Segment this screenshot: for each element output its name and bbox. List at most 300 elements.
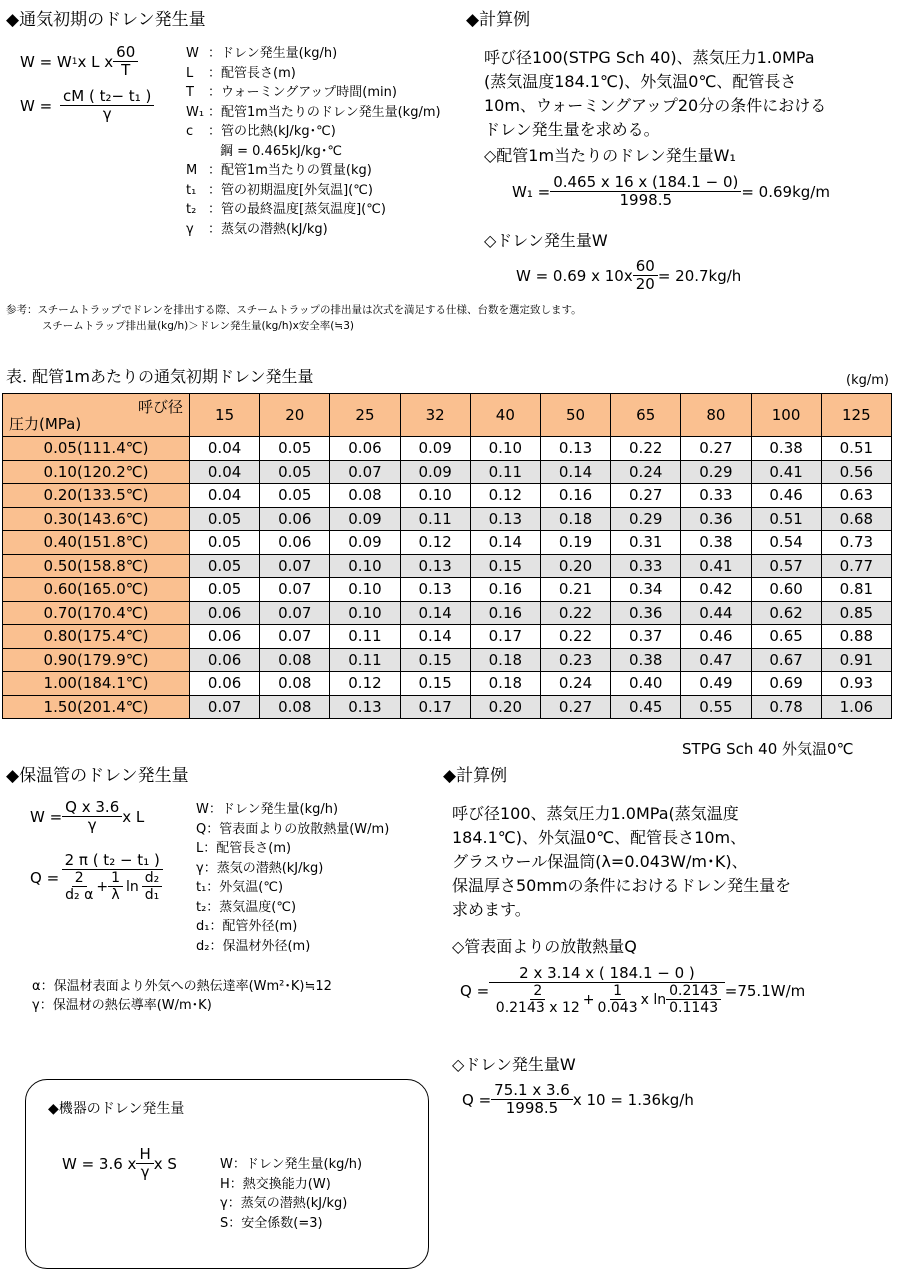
column-header: 25 [330, 394, 400, 437]
column-header: 100 [751, 394, 821, 437]
formula-text: Q = [462, 1090, 492, 1109]
table-cell: 0.12 [330, 672, 400, 696]
definition-line [186, 181, 441, 201]
definition-line [186, 44, 441, 64]
definition-line: S：安全係数(=3) [220, 1215, 323, 1231]
fraction-denominator: 1998.5 [619, 191, 673, 210]
table-cell: 0.13 [400, 578, 470, 602]
definition-text: ：配管長さ(m) [208, 65, 296, 81]
table-cell: 0.46 [681, 625, 751, 649]
table-cell: 0.65 [751, 625, 821, 649]
table-corner-cell [3, 394, 190, 437]
definition-line: Q：管表面よりの放散熱量(W/m) [196, 821, 390, 837]
table-cell: 0.04 [190, 460, 260, 484]
example-line: 呼び径100、蒸気圧力1.0MPa(蒸気温度 [452, 804, 739, 823]
table-cell: 0.36 [681, 507, 751, 531]
table-cell: 0.06 [260, 507, 330, 531]
column-header: 80 [681, 394, 751, 437]
fraction-denominator: 20 [635, 275, 655, 294]
definition-text: ：配管1m当たりのドレン発生量(kg/m) [208, 104, 441, 120]
definition-line: d₂：保温材外径(m) [196, 938, 311, 954]
table-cell: 0.33 [611, 554, 681, 578]
table-row [3, 695, 892, 719]
formula-text: W = W [20, 52, 72, 71]
table-cell: 0.63 [821, 484, 891, 508]
fraction-denominator: 0.1143 [669, 1000, 719, 1017]
corner-label-pressure: 圧力(MPa) [9, 415, 82, 433]
table-cell: 0.69 [751, 672, 821, 696]
formula-text: W = 0.69 x 10x [516, 266, 633, 285]
formula-result: =75.1W/m [724, 981, 806, 1000]
formula-text: Q = [460, 981, 490, 1000]
table-cell: 0.06 [190, 672, 260, 696]
table-cell: 0.11 [400, 507, 470, 531]
table-cell: 0.67 [751, 648, 821, 672]
definition-line [186, 161, 441, 181]
row-header-pressure: 1.50(201.4℃) [3, 695, 190, 719]
formula-w1 [20, 88, 162, 124]
formula-text: + [582, 991, 595, 1008]
fraction-numerator: Q x 3.6 [62, 799, 122, 817]
example-description [452, 802, 791, 922]
table-cell: 0.85 [821, 601, 891, 625]
definition-line [186, 64, 441, 84]
table-cell: 0.33 [681, 484, 751, 508]
table-cell: 0.08 [260, 695, 330, 719]
example-line: ドレン発生量を求める。 [484, 120, 660, 139]
table-cell: 0.05 [260, 484, 330, 508]
table-cell: 0.24 [540, 672, 610, 696]
corner-label-diameter: 呼び径 [137, 398, 183, 416]
formula-result: x 10 = 1.36kg/h [572, 1090, 694, 1109]
table-cell: 0.17 [400, 695, 470, 719]
table-cell: 0.54 [751, 531, 821, 555]
fraction-denominator: λ [111, 887, 120, 904]
definition-text: ：管の最終温度[蒸気温度](℃) [208, 202, 386, 217]
column-header: 20 [260, 394, 330, 437]
column-header: 50 [540, 394, 610, 437]
example-title: ◆計算例 [443, 766, 508, 786]
table-cell: 0.21 [540, 578, 610, 602]
section-title-initial-drain: ◆通気初期のドレン発生量 [6, 10, 206, 30]
table-cell: 0.15 [400, 672, 470, 696]
table-cell: 0.51 [821, 437, 891, 461]
definition-text: ：蒸気の潜熱(kJ/kg) [208, 221, 328, 237]
fraction-denominator: 0.2143 x 12 [495, 1000, 580, 1017]
fraction-numerator: 60 [633, 258, 658, 276]
example-subheading: ◇配管1m当たりのドレン発生量W₁ [484, 146, 736, 165]
table-cell: 0.81 [821, 578, 891, 602]
formula-example-q [460, 965, 805, 1016]
fraction-numerator: 1 [108, 870, 123, 887]
row-header-pressure: 0.30(143.6℃) [3, 507, 190, 531]
table-cell: 0.06 [260, 531, 330, 555]
fraction-denominator: γ [140, 1163, 150, 1182]
table-cell: 0.14 [540, 460, 610, 484]
table-cell: 0.12 [470, 484, 540, 508]
definition-text: ：ドレン発生量(kg/h) [208, 46, 338, 61]
example-line: 184.1℃)、外気温0℃、配管長さ10m、 [452, 828, 747, 847]
table-cell: 0.16 [470, 578, 540, 602]
table-footnote: STPG Sch 40 外気温0℃ [682, 740, 854, 758]
symbol-definitions [220, 1155, 362, 1233]
example-subheading: ◇ドレン発生量W [484, 231, 608, 250]
fraction-denominator [490, 983, 724, 1016]
table-cell: 0.38 [751, 437, 821, 461]
fraction [666, 983, 721, 1016]
table-cell: 0.11 [470, 460, 540, 484]
table-row [3, 437, 892, 461]
row-header-pressure: 0.05(111.4℃) [3, 437, 190, 461]
definition-symbol: L [186, 65, 194, 81]
table-row [3, 601, 892, 625]
symbol-definitions [186, 44, 441, 239]
formula-subscript: 1 [71, 56, 78, 67]
column-header: 32 [400, 394, 470, 437]
definition-symbol: c [186, 124, 194, 139]
row-header-pressure: 0.70(170.4℃) [3, 601, 190, 625]
definition-line: W：ドレン発生量(kg/h) [220, 1157, 363, 1172]
fraction-numerator: cM ( t₂− t₁ ) [60, 88, 154, 106]
definition-symbol: W₁ [186, 104, 205, 120]
table-cell: 0.18 [540, 507, 610, 531]
table-cell: 0.29 [611, 507, 681, 531]
table-cell: 0.44 [681, 601, 751, 625]
table-cell: 0.09 [400, 437, 470, 461]
fraction [142, 870, 163, 903]
definition-symbol: T [186, 85, 194, 100]
table-unit: (kg/m) [846, 373, 889, 388]
table-cell: 0.04 [190, 437, 260, 461]
row-header-pressure: 0.90(179.9℃) [3, 648, 190, 672]
table-cell: 0.45 [611, 695, 681, 719]
table-cell: 0.07 [260, 554, 330, 578]
table-cell: 0.07 [260, 578, 330, 602]
table-cell: 0.91 [821, 648, 891, 672]
formula-text: x L x [77, 52, 114, 71]
table-cell: 0.19 [540, 531, 610, 555]
table-row [3, 648, 892, 672]
table-cell: 1.06 [821, 695, 891, 719]
table-cell: 0.37 [611, 625, 681, 649]
example-subheading: ◇管表面よりの放散熱量Q [452, 937, 637, 956]
fraction-denominator: 1998.5 [505, 1099, 559, 1118]
fraction [550, 174, 741, 210]
section-title-insulated-drain: ◆保温管のドレン発生量 [6, 766, 189, 786]
definition-text: ：配管1m当たりの質量(kg) [208, 163, 372, 178]
table-row [3, 672, 892, 696]
table-cell: 0.10 [330, 578, 400, 602]
fraction-denominator: d₁ [144, 887, 160, 904]
table-header-row [3, 394, 892, 437]
definition-symbol: W [186, 46, 199, 61]
fraction-denominator: T [121, 61, 131, 80]
definition-text: ：管の比熱(kJ/kg･℃) [208, 124, 336, 139]
formula-text: x S [153, 1154, 177, 1173]
table-cell: 0.13 [470, 507, 540, 531]
lambda-note: γ：保温材の熱伝導率(W/m･K) [32, 998, 212, 1013]
table-cell: 0.24 [611, 460, 681, 484]
table-row [3, 531, 892, 555]
table-cell: 0.20 [540, 554, 610, 578]
fraction-denominator: γ [102, 105, 112, 124]
example-line: グラスウール保温筒(λ=0.043W/m･K)、 [452, 852, 748, 871]
table-cell: 0.57 [751, 554, 821, 578]
formula-text: W₁ = [512, 182, 551, 201]
definition-line: H：熱交換能力(W) [220, 1176, 331, 1192]
table-cell: 0.22 [540, 601, 610, 625]
fraction-numerator: H [136, 1146, 153, 1164]
table-cell: 0.14 [470, 531, 540, 555]
table-cell: 0.14 [400, 601, 470, 625]
table-cell: 0.12 [400, 531, 470, 555]
table-cell: 0.06 [330, 437, 400, 461]
table-cell: 0.05 [190, 578, 260, 602]
formula-text: Q = [30, 868, 60, 887]
fraction-numerator: 2 [72, 870, 87, 887]
example-description [484, 46, 826, 142]
definition-line [186, 83, 441, 103]
example-line: 呼び径100(STPG Sch 40)、蒸気圧力1.0MPa [484, 48, 815, 67]
fraction-numerator: 2 x 3.14 x ( 184.1 − 0 ) [489, 965, 725, 983]
table-cell: 0.05 [190, 507, 260, 531]
fraction-numerator: 2 π ( t₂ − t₁ ) [62, 852, 163, 870]
table-cell: 0.05 [190, 531, 260, 555]
definition-line [186, 122, 441, 142]
table-cell: 0.41 [681, 554, 751, 578]
example-subheading: ◇ドレン発生量W [452, 1055, 576, 1074]
definition-line [186, 103, 441, 123]
table-cell: 0.18 [470, 672, 540, 696]
formula-example-w1 [512, 174, 830, 210]
fraction [493, 983, 583, 1016]
fraction [113, 44, 138, 80]
example-line: 保温厚さ50mmの条件におけるドレン発生量を [452, 876, 792, 895]
example-line: 求めます。 [452, 900, 531, 919]
fraction-numerator: 0.2143 [666, 983, 721, 1000]
table-cell: 0.77 [821, 554, 891, 578]
table-cell: 0.05 [260, 460, 330, 484]
fraction [633, 258, 658, 294]
table-cell: 0.46 [751, 484, 821, 508]
definition-symbol: M [186, 163, 198, 178]
table-cell: 0.68 [821, 507, 891, 531]
formula-text: W = [30, 807, 63, 826]
table-cell: 0.27 [681, 437, 751, 461]
fraction [595, 983, 641, 1016]
definition-line: γ：蒸気の潜熱(kJ/kg) [220, 1196, 348, 1211]
table-cell: 0.10 [400, 484, 470, 508]
definition-line [186, 142, 441, 162]
table-cell: 0.38 [611, 648, 681, 672]
table-cell: 0.47 [681, 648, 751, 672]
definition-line: d₁：配管外径(m) [196, 919, 298, 934]
table-row [3, 625, 892, 649]
formula-example-w [516, 258, 741, 294]
formula-result: = 20.7kg/h [657, 266, 742, 285]
definition-line: L：配管長さ(m) [196, 841, 292, 856]
example-line: 10m、ウォーミングアップ20分の条件における [484, 96, 827, 115]
formula-w-initial [20, 44, 138, 80]
formula-example-w2 [462, 1082, 694, 1118]
table-title: 表. 配管1mあたりの通気初期ドレン発生量 [6, 367, 314, 386]
formula-text: ln [126, 878, 139, 895]
definition-line: t₂：蒸気温度(℃) [196, 899, 297, 915]
table-cell: 0.18 [470, 648, 540, 672]
definition-text: ：ウォーミングアップ時間(min) [208, 85, 397, 100]
formula-q-insulated [30, 852, 165, 903]
row-header-pressure: 0.80(175.4℃) [3, 625, 190, 649]
formula-text: + [96, 878, 109, 895]
table-cell: 0.08 [260, 648, 330, 672]
row-header-pressure: 1.00(184.1℃) [3, 672, 190, 696]
definition-symbol: γ [186, 221, 194, 237]
row-header-pressure: 0.50(158.8℃) [3, 554, 190, 578]
table-cell: 0.27 [611, 484, 681, 508]
table-cell: 0.09 [400, 460, 470, 484]
column-header: 40 [470, 394, 540, 437]
table-cell: 0.07 [330, 460, 400, 484]
column-header: 65 [611, 394, 681, 437]
example-title: ◆計算例 [466, 10, 531, 30]
table-cell: 0.49 [681, 672, 751, 696]
table-cell: 0.06 [190, 648, 260, 672]
fraction [108, 870, 123, 903]
column-header: 15 [190, 394, 260, 437]
table-cell: 0.11 [330, 648, 400, 672]
formula-result: = 0.69kg/m [741, 182, 830, 201]
table-cell: 0.11 [330, 625, 400, 649]
table-cell: 0.22 [540, 625, 610, 649]
table-cell: 0.13 [400, 554, 470, 578]
table-cell: 0.10 [330, 554, 400, 578]
row-header-pressure: 0.60(165.0℃) [3, 578, 190, 602]
table-cell: 0.78 [751, 695, 821, 719]
row-header-pressure: 0.20(133.5℃) [3, 484, 190, 508]
fraction [491, 1082, 573, 1118]
fraction [489, 965, 725, 1016]
table-cell: 0.13 [540, 437, 610, 461]
fraction [52, 88, 162, 124]
table-cell: 0.15 [470, 554, 540, 578]
table-cell: 0.13 [330, 695, 400, 719]
symbol-definitions [196, 800, 389, 956]
fraction [62, 870, 96, 903]
definition-line: γ：蒸気の潜熱(kJ/kg) [196, 860, 324, 876]
fraction-numerator: 75.1 x 3.6 [491, 1082, 573, 1100]
table-cell: 0.05 [260, 437, 330, 461]
fraction-numerator: 1 [610, 983, 625, 1000]
table-cell: 0.16 [540, 484, 610, 508]
table-cell: 0.07 [190, 695, 260, 719]
table-cell: 0.07 [260, 601, 330, 625]
table-cell: 0.08 [260, 672, 330, 696]
fraction [59, 852, 165, 903]
section-title-equipment-drain: ◆機器のドレン発生量 [48, 1101, 185, 1117]
table-cell: 0.07 [260, 625, 330, 649]
fraction-numerator: 0.465 x 16 x (184.1 − 0) [550, 174, 741, 192]
table-cell: 0.10 [330, 601, 400, 625]
reference-note: 参考：スチームトラップでドレンを排出する際、スチームトラップの排出量は次式を満足する仕様、台数を選定致します。 [6, 304, 582, 316]
fraction-numerator: 60 [113, 44, 138, 62]
table-cell: 0.04 [190, 484, 260, 508]
table-cell: 0.05 [190, 554, 260, 578]
table-cell: 0.27 [540, 695, 610, 719]
table-row [3, 507, 892, 531]
table-cell: 0.34 [611, 578, 681, 602]
table-cell: 0.09 [330, 531, 400, 555]
table-cell: 0.23 [540, 648, 610, 672]
table-cell: 0.22 [611, 437, 681, 461]
table-cell: 0.51 [751, 507, 821, 531]
table-cell: 0.55 [681, 695, 751, 719]
table-cell: 0.38 [681, 531, 751, 555]
alpha-note: α：保温材表面より外気への熱伝達率(Wm²･K)≒12 [32, 979, 332, 994]
row-header-pressure: 0.10(120.2℃) [3, 460, 190, 484]
formula-text: W = [20, 96, 53, 115]
drain-table [2, 393, 892, 719]
formula-text: x ln [640, 991, 667, 1008]
definition-line [186, 200, 441, 220]
table-cell: 0.56 [821, 460, 891, 484]
formula-w-insulated [30, 799, 144, 835]
definition-line [186, 220, 441, 240]
table-row [3, 578, 892, 602]
table-cell: 0.10 [470, 437, 540, 461]
fraction-numerator: d₂ [142, 870, 163, 887]
fraction-denominator: d₂ α [65, 887, 94, 904]
table-cell: 0.36 [611, 601, 681, 625]
definition-symbol: t₂ [186, 202, 197, 217]
table-cell: 0.41 [751, 460, 821, 484]
table-cell: 0.40 [611, 672, 681, 696]
table-cell: 0.88 [821, 625, 891, 649]
table-cell: 0.73 [821, 531, 891, 555]
table-cell: 0.15 [400, 648, 470, 672]
table-cell: 0.16 [470, 601, 540, 625]
table-row [3, 484, 892, 508]
table-cell: 0.31 [611, 531, 681, 555]
table-cell: 0.42 [681, 578, 751, 602]
fraction [136, 1146, 153, 1182]
row-header-pressure: 0.40(151.8℃) [3, 531, 190, 555]
fraction-numerator: 2 [530, 983, 545, 1000]
table-cell: 0.14 [400, 625, 470, 649]
definition-line: t₁：外気温(℃) [196, 880, 284, 895]
definition-symbol: t₁ [186, 182, 197, 198]
fraction-denominator: 0.043 [597, 1000, 638, 1017]
column-header: 125 [821, 394, 891, 437]
table-cell: 0.06 [190, 625, 260, 649]
table-row [3, 460, 892, 484]
table-cell: 0.29 [681, 460, 751, 484]
table-cell: 0.06 [190, 601, 260, 625]
table-cell: 0.17 [470, 625, 540, 649]
fraction-denominator: γ [87, 816, 97, 835]
example-line: (蒸気温度184.1℃)、外気温0℃、配管長さ [484, 72, 797, 91]
formula-w-equipment [62, 1146, 177, 1182]
table-row [3, 554, 892, 578]
table-cell: 0.60 [751, 578, 821, 602]
fraction [62, 799, 122, 835]
table-cell: 0.20 [470, 695, 540, 719]
formula-text: x L [122, 807, 145, 826]
fraction-denominator [59, 870, 165, 903]
table-cell: 0.93 [821, 672, 891, 696]
reference-note-formula: スチームトラップ排出量(kg/h)＞ドレン発生量(kg/h)x安全率(≒3) [42, 320, 354, 332]
equipment-drain-box [25, 1079, 429, 1269]
definition-text: 鋼 = 0.465kJ/kg･℃ [220, 143, 342, 159]
